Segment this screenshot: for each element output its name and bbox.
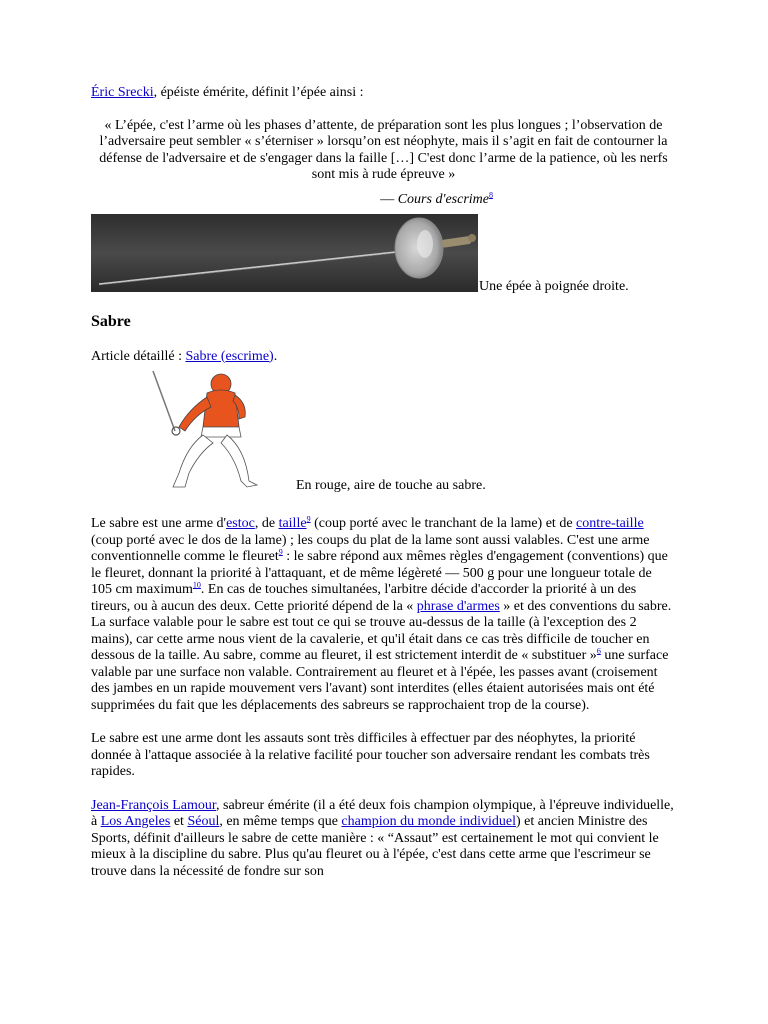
text-run: (coup porté avec le tranchant de la lame) et de	[310, 516, 577, 531]
ref-link[interactable]: 10	[192, 580, 201, 590]
text-run: , en même temps que	[219, 814, 342, 829]
text-run: , sabreur émérite (il a été deux fois champion olympique, à l'épreuve individuelle, à	[91, 797, 674, 829]
intro-paragraph	[91, 85, 676, 102]
text-run: ) et ancien Ministre des Sports, définit d'ailleurs le sabre de cette manière : « “Assaut” est certainement le mot qui convient le mieux à la discipline du sabre. Plus qu'au fleuret ou à l'épée, c'est dans cette arme que l'escrimeur se trouve dans la nécessité de fondre sur son	[91, 814, 659, 879]
figure-sabre	[149, 369, 676, 493]
text-run: » et des conventions du sabre. La surface valable pour le sabre est tout ce qui se trouve au-dessus de la taille (à l'exception des 2 mains), car cette arme nous vient de la cavalerie, et qu'il était dans ce cas très difficile de toucher en dessous de la taille. Au sabre, comme au fleuret, il est strictement interdit de « substituer »	[91, 598, 672, 663]
detail-suffix: .	[273, 348, 278, 364]
paragraph-sabre-rules	[91, 516, 676, 714]
link-eric-srecki[interactable]: Éric Srecki	[91, 85, 154, 100]
link-sabre-escrime[interactable]: Sabre (escrime)	[185, 348, 274, 364]
ref-link[interactable]: 6	[596, 646, 601, 656]
sabre-fencer-image	[149, 369, 295, 489]
text-run: (coup porté avec le dos de la lame) ; les coups du plat de la lame sont aussi valables. C'est une arme conventionnelle comme le fleuret	[91, 532, 650, 564]
ref-link[interactable]: 8	[489, 189, 493, 199]
text-run: : le sabre répond aux mêmes règles d'engagement (conventions) que le fleuret, donnant la priorité à l'attaquant, et de même légèreté — 500 g pour une longueur totale de 105 cm maximum	[91, 549, 668, 597]
link-los-angeles[interactable]: Los Angeles	[100, 814, 171, 829]
text-run: Le sabre est une arme d'	[91, 516, 227, 531]
cite-title: Cours d'escrime	[397, 191, 489, 207]
text-run: une surface valable par une surface non valable. Contrairement au fleuret et à l'épée, les passes avant (croisement des jambes en un rapide mouvement vers l'avant) sont interdites (elles étaient autorisées mais ont été supprimées du fait que les déplacements des sabreurs se rapprochaient trop de la course).	[91, 648, 669, 713]
link-estoc[interactable]: estoc	[226, 516, 255, 531]
blockquote: « L’épée, c'est l’arme où les phases d’attente, de préparation sont les plus longues ; l’observation de l’adversaire peut sembler « s’éterniser » lorsqu’on est néophyte, mais il s’agit en fait de contourner la défense de l'adversaire et de s'engager dans la faille […] C'est donc l’arme de la patience, où les nerfs sont mis à rude épreuve »	[99, 117, 668, 182]
sabre-caption: En rouge, aire de touche au sabre.	[296, 477, 486, 493]
figure-epee	[91, 214, 676, 292]
epee-image	[91, 214, 478, 292]
link-seoul[interactable]: Séoul	[187, 814, 220, 829]
link-jean-francois-lamour[interactable]: Jean-François Lamour	[91, 797, 217, 813]
text-run: , de	[254, 516, 279, 531]
paragraph-sabre-assauts: Le sabre est une arme dont les assauts sont très difficiles à effectuer par des néophytes, la priorité donnée à l'attaque associée à la relative facilité pour toucher son adversaire rendant les combats très rapides.	[91, 731, 650, 779]
ref-link[interactable]: 9	[306, 514, 311, 524]
link-champion-du-monde[interactable]: champion du monde individuel	[341, 814, 516, 829]
link-phrase-darmes[interactable]: phrase d'armes	[416, 598, 500, 614]
detailed-article-line	[91, 349, 676, 366]
link-taille[interactable]: taille	[278, 516, 307, 531]
intro-text: , épéiste émérite, définit l’épée ainsi :	[153, 85, 364, 100]
ref-link[interactable]: 9	[278, 547, 283, 557]
detail-prefix: Article détaillé :	[91, 348, 186, 364]
text-run: et	[170, 814, 188, 829]
section-title-sabre: Sabre	[91, 313, 131, 330]
article-body	[91, 85, 676, 880]
cite-dash: —	[380, 191, 398, 207]
text-run: . En cas de touches simultanées, l'arbitre décide d'accorder la priorité à un des tireurs, ou à aucun des deux. Cette priorité dépend de la «	[91, 582, 637, 614]
epee-caption: Une épée à poignée droite.	[479, 279, 629, 294]
link-contre-taille[interactable]: contre-taille	[576, 516, 644, 531]
paragraph-lamour	[91, 798, 676, 881]
quote-citation	[91, 189, 493, 209]
